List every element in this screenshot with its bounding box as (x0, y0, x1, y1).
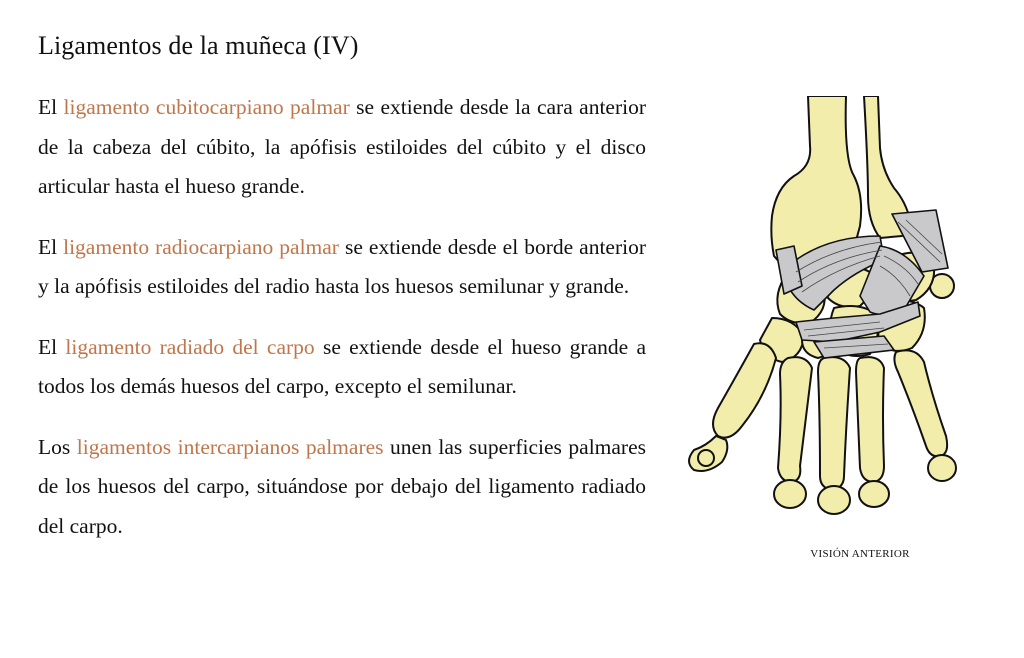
wrist-illustration (684, 96, 1004, 526)
thumb-metacarpal (713, 343, 776, 437)
paragraph-body: se extiende desde el borde anterior y la apófisis estiloides del radio hasta los huesos semilunar y grande. (38, 234, 647, 298)
paragraph-lead: Los (38, 434, 77, 459)
term-ligamentos-intercarpianos-palmares: ligamentos intercarpianos palmares (76, 434, 384, 459)
paragraph-ulnocarpal (38, 88, 646, 207)
ring-head (859, 481, 889, 507)
paragraph-radiocarpal (38, 228, 646, 307)
wrist-illustration-svg (684, 96, 1004, 526)
middle-metacarpal (818, 357, 850, 490)
index-metacarpal (778, 357, 812, 482)
paragraph-lead: El (38, 95, 64, 119)
figure-caption: VISIÓN ANTERIOR (810, 548, 910, 560)
paragraph-radiate (38, 328, 646, 407)
term-ligamento-radiocarpiano-palmar: ligamento radiocarpiano palmar (63, 234, 339, 259)
index-head (774, 480, 806, 508)
little-head (928, 455, 956, 481)
ring-metacarpal (856, 357, 884, 482)
middle-head (818, 486, 850, 514)
paragraph-lead: El (38, 334, 66, 359)
term-ligamento-radiado-del-carpo: ligamento radiado del carpo (65, 334, 315, 359)
paragraph-intercarpal (38, 428, 646, 547)
paragraph-body: se extiende desde la cara anterior de la cabeza del cúbito, la apófisis estiloides del cúbito y el disco articular hasta el hueso grande. (38, 95, 647, 198)
term-ligamento-cubitocarpiano-palmar: ligamento cubitocarpiano palmar (63, 95, 350, 119)
paragraph-body: unen las superficies palmares de los huesos del carpo, situándose por debajo del ligamento radiado del carpo. (38, 434, 646, 538)
paragraph-lead: El (38, 234, 64, 259)
little-metacarpal (894, 350, 947, 456)
text-column (38, 88, 646, 567)
paragraph-body: se extiende desde el hueso grande a todos los demás huesos del carpo, excepto el semilunar. (38, 334, 646, 398)
page-title: Ligamentos de la muñeca (IV) (38, 31, 359, 60)
thumb-tip (698, 450, 714, 466)
